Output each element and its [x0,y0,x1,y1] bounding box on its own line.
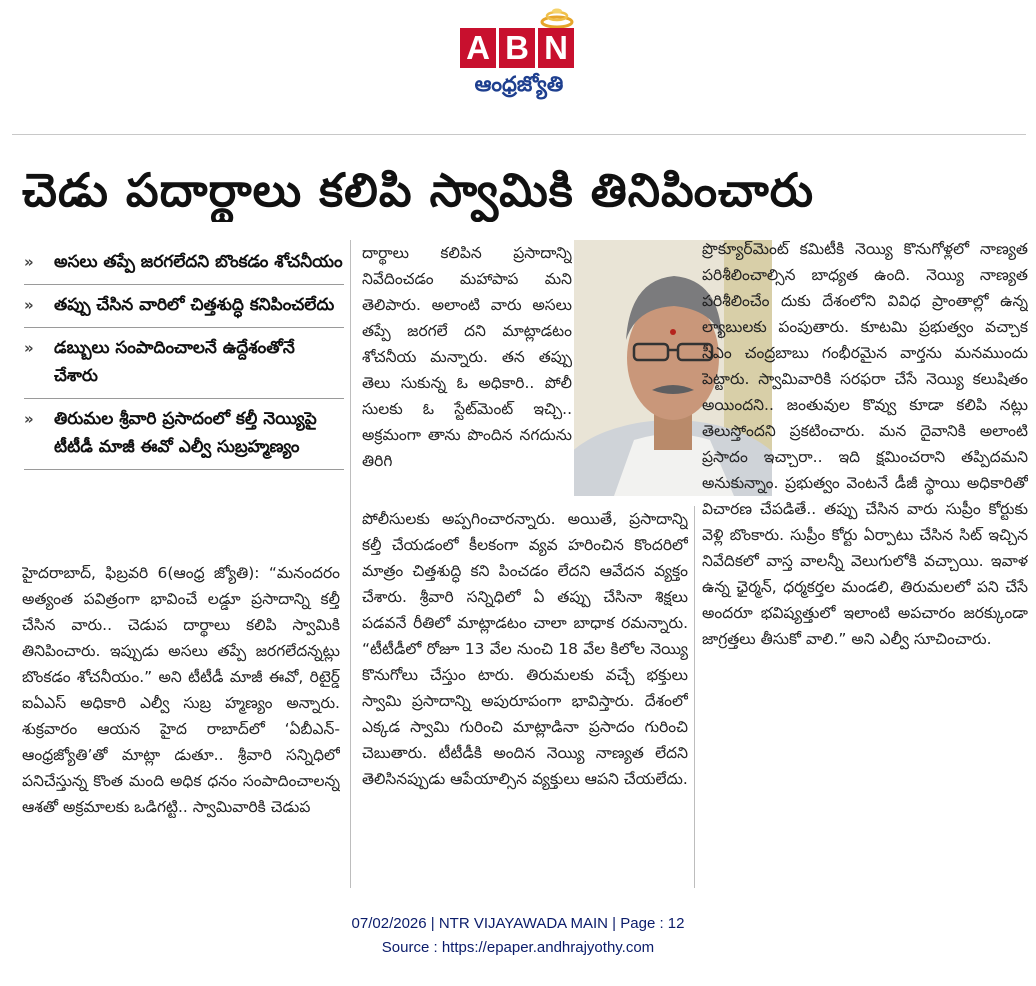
highlight-bullets [24,242,344,470]
highlight-item [24,399,344,470]
double-chevron-icon: » [24,339,34,357]
highlight-text: తిరుమల శ్రీవారి ప్రసాదంలో కల్తీ నెయ్యిపై టీటీడీ మాజీ ఈవో ఎల్వీ సుబ్రహ్మణ్యం [54,409,317,457]
article-column-1: హైదరాబాద్‌, ఫిబ్రవరి 6(ఆంధ్ర జ్యోతి): “మనందరం అత్యంత పవిత్రంగా భావించే లడ్డూ ప్రసాదాన్ని కల్తీ చేసిన వారు.. చెడుప దార్థాలు కలిపి స్వామికి తినిపించారు. ఇప్పుడు అసలు తప్పే జరగలేదన్నట్లు బొంకడం శోచనీయం.” అని టీటీడీ మాజీ ఈవో, రిటైర్డ్‌ ఐఏఎస్‌ అధికారి ఎల్వీ సుబ్ర హ్మణ్యం అన్నారు. శుక్రవారం ఆయన హైద రాబాద్‌లో ‘ఏబీఎన్‌-ఆంధ్రజ్యోతి’తో మాట్లా డుతూ.. శ్రీవారి సన్నిధిలో పనిచేస్తున్న కొంత మంది అధిక ధనం సంపాదించాలన్న ఆశతో అక్రమాలకు ఒడిగట్టి.. స్వామివారికి చెడుప [22,564,340,816]
highlight-item [24,242,344,285]
logo-subtitle: ఆంధ్రజ్యోతి [474,72,564,96]
article-column-2: పోలీసులకు అప్పగించారన్నారు. అయితే, ప్రసాదాన్ని కల్తీ చేయడంలో కీలకంగా వ్యవ హరించిన కొందరిలో మాత్రం చిత్తశుద్ధి కని పించడం లేదని ఆవేదన వ్యక్తం చేశారు. శ్రీవారి సన్నిధిలో ఏ తప్పు చేసినా శిక్షలు పడవనే రీతిలో మాట్లాడటం చాలా బాధాక రమన్నారు. “టీటీడీలో రోజూ 13 వేల నుంచి 18 వేల కిలోల నెయ్యి కొనుగోలు చేస్తుం టారు. తిరుమలకు వచ్చే భక్తులు స్వామి ప్రసాదాన్ని అపురూపంగా భావిస్తారు. దేశంలో ఎక్కడ స్వామి గురించి మాట్లాడినా ప్రసాదం గురించి చెబుతారు. టీటీడీకి అందిన నెయ్యి నాణ్యత లేదని తెలిసినప్పుడు ఆపేయాల్సిన వ్యక్తులు ఆపని చేయలేదు. [362,510,688,788]
article-headline: చెడు పదార్థాలు కలిపి స్వామికి తినిపించారు [22,163,814,217]
column-divider [694,506,695,888]
logo-swirl-icon [540,6,574,30]
logo-letter-b: B [499,28,535,68]
logo-letter-n: N [538,28,574,68]
abn-andhrajyothy-logo [456,6,582,102]
edition-info: 07/02/2026 | NTR VIJAYAWADA MAIN | Page : 12 [351,915,685,932]
double-chevron-icon: » [24,410,34,428]
highlight-item [24,285,344,328]
highlight-text: అసలు తప్పే జరగలేదని బొంకడం శోచనీయం [54,252,343,272]
column-divider [350,240,351,888]
article-column-3: ప్రొక్యూర్‌మెంట్‌ కమిటీకి నెయ్యి కొనుగోళ్లలో నాణ్యత పరిశీలించాల్సిన బాధ్యత ఉంది. నెయ్యి నాణ్యత పరిశీలించేం దుకు దేశంలోని వివిధ ప్రాంతాల్లో ఉన్న ల్యాబులకు పంపుతారు. కూటమి ప్రభుత్వం వచ్చాక సీఎం చంద్రబాబు గంభీరమైన వార్తను మనముందు పెట్టారు. స్వామివారికి సరఫరా చేసే నెయ్యి కలుషితం అయిందని.. జంతువుల కొవ్వు కూడా కలిపి నట్లు తెలుస్తోందని ప్రకటించారు. మన దైవానికి అలాంటి ప్రసాదం ఇచ్చారా.. ఇది క్షమించరాని తప్పిదమని అనుకున్నాం. ప్రభుత్వం వెంటనే డీజీ స్థాయి అధికారితో విచారణ చేపడితే.. తప్పు చేసిన వారు సుప్రీం కోర్టుకు వెళ్లి బొంకారు. సుప్రీం కోర్టు ఏర్పాటు చేసిన సిట్‌ ఇచ్చిన నివేదికలో వాస్త వాలన్నీ వెలుగులోకి వచ్చాయి. ఇవాళ ఉన్న ఛైర్మన్‌, ధర్మకర్తల మండలి, తిరుమలలో పని చేసే అందరూ భవిష్యత్తులో ఇలాంటి అపచారం జరక్కుండా జాగ్రత్తలు తీసుకో వాలి.” అని ఎల్వీ సూచించారు. [702,240,1028,648]
double-chevron-icon: » [24,253,34,271]
logo-letter-a: A [460,28,496,68]
double-chevron-icon: » [24,296,34,314]
highlight-text: డబ్బులు సంపాదించాలనే ఉద్దేశంతోనే చేశారు [54,338,295,386]
source-link[interactable]: Source : https://epaper.andhrajyothy.com [381,939,655,956]
page-footer [0,912,1036,960]
logo-letters [460,28,574,68]
article-column-2-top: దార్థాలు కలిపిన ప్రసాదాన్ని నివేదించడం మహాపాప మని తెలిపారు. అలాంటి వారు అసలు తప్పే జరగలే దని మాట్లాడటం శోచనీయ మన్నారు. తన తప్పు తెలు సుకున్న ఓ అధికారి.. పోలీ సులకు ఓ స్టేట్‌మెంట్‌ ఇచ్చి.. అక్రమంగా తాను పొందిన నగదును తిరిగి [362,244,572,470]
highlight-text: తప్పు చేసిన వారిలో చిత్తశుద్ధి కనిపించలేదు [54,295,335,315]
highlight-item [24,328,344,399]
